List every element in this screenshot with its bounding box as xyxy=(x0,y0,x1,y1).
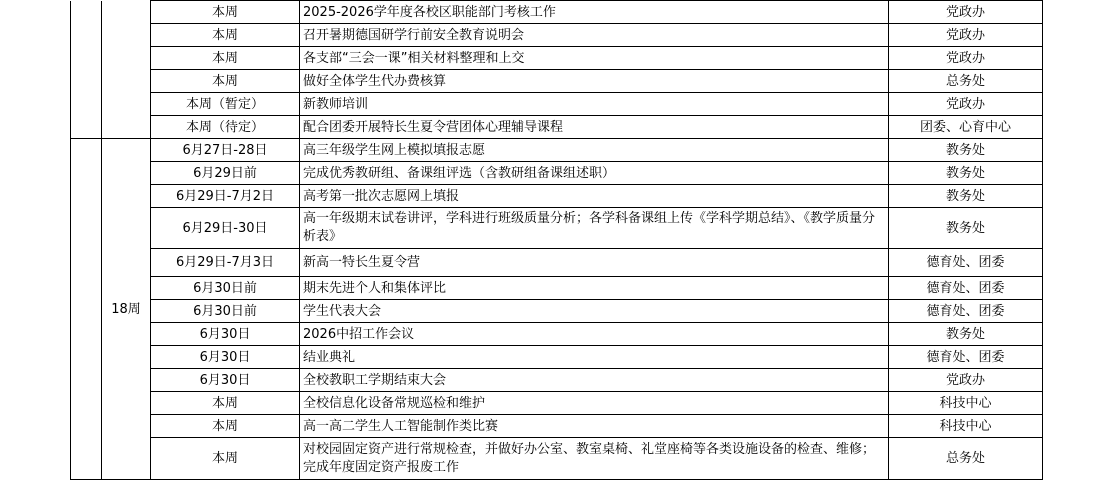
table-row xyxy=(71,116,1043,139)
date-cell: 6月30日 xyxy=(151,323,300,346)
dept-cell: 教务处 xyxy=(889,208,1043,249)
table-row xyxy=(71,277,1043,300)
date-cell: 6月29日-30日 xyxy=(151,208,300,249)
table-row xyxy=(71,139,1043,162)
table-row xyxy=(71,438,1043,480)
table-row xyxy=(71,70,1043,93)
table-row xyxy=(71,346,1043,369)
task-cell: 期末先进个人和集体评比 xyxy=(300,277,889,300)
task-cell: 完成优秀教研组、备课组评选（含教研组备课组述职） xyxy=(300,162,889,185)
left-margin-cell xyxy=(71,1,102,139)
table-row xyxy=(71,93,1043,116)
dept-cell: 德育处、团委 xyxy=(889,346,1043,369)
date-cell: 本周 xyxy=(151,392,300,415)
task-cell: 学生代表大会 xyxy=(300,300,889,323)
date-cell: 6月30日 xyxy=(151,346,300,369)
table-row xyxy=(71,415,1043,438)
task-cell: 结业典礼 xyxy=(300,346,889,369)
date-cell: 本周（暂定） xyxy=(151,93,300,116)
dept-cell: 党政办 xyxy=(889,47,1043,70)
date-cell: 本周 xyxy=(151,1,300,24)
date-cell: 6月30日前 xyxy=(151,300,300,323)
table-row xyxy=(71,369,1043,392)
date-cell: 6月29日前 xyxy=(151,162,300,185)
table-row xyxy=(71,300,1043,323)
task-cell: 召开暑期德国研学行前安全教育说明会 xyxy=(300,24,889,47)
table-row xyxy=(71,24,1043,47)
week-cell-18: 18周 xyxy=(102,139,151,480)
dept-cell: 总务处 xyxy=(889,438,1043,480)
table-row xyxy=(71,392,1043,415)
dept-cell: 教务处 xyxy=(889,162,1043,185)
dept-cell: 德育处、团委 xyxy=(889,277,1043,300)
dept-cell: 党政办 xyxy=(889,24,1043,47)
dept-cell: 科技中心 xyxy=(889,415,1043,438)
task-cell: 高考第一批次志愿网上填报 xyxy=(300,185,889,208)
dept-cell: 德育处、团委 xyxy=(889,249,1043,277)
date-cell: 本周 xyxy=(151,415,300,438)
date-cell: 本周 xyxy=(151,70,300,93)
table-row xyxy=(71,249,1043,277)
left-margin-cell xyxy=(71,139,102,480)
date-cell: 6月30日 xyxy=(151,369,300,392)
task-cell: 高一年级期末试卷讲评，学科进行班级质量分析；各学科备课组上传《学科学期总结》、《教学质量分析表》 xyxy=(300,208,889,249)
task-cell: 新教师培训 xyxy=(300,93,889,116)
date-cell: 本周 xyxy=(151,47,300,70)
date-cell: 6月30日前 xyxy=(151,277,300,300)
dept-cell: 教务处 xyxy=(889,139,1043,162)
task-cell: 对校园固定资产进行常规检查，并做好办公室、教室桌椅、礼堂座椅等各类设施设备的检查、维修；完成年度固定资产报废工作 xyxy=(300,438,889,480)
table-row xyxy=(71,1,1043,24)
date-cell: 6月27日-28日 xyxy=(151,139,300,162)
dept-cell: 科技中心 xyxy=(889,392,1043,415)
date-cell: 本周 xyxy=(151,438,300,480)
task-cell: 全校信息化设备常规巡检和维护 xyxy=(300,392,889,415)
date-cell: 本周（待定） xyxy=(151,116,300,139)
table-row xyxy=(71,47,1043,70)
task-cell: 做好全体学生代办费核算 xyxy=(300,70,889,93)
task-cell: 新高一特长生夏令营 xyxy=(300,249,889,277)
dept-cell: 党政办 xyxy=(889,1,1043,24)
dept-cell: 团委、心育中心 xyxy=(889,116,1043,139)
table-row xyxy=(71,208,1043,249)
date-cell: 6月29日-7月2日 xyxy=(151,185,300,208)
task-cell: 高三年级学生网上模拟填报志愿 xyxy=(300,139,889,162)
date-cell: 6月29日-7月3日 xyxy=(151,249,300,277)
task-cell: 配合团委开展特长生夏令营团体心理辅导课程 xyxy=(300,116,889,139)
task-cell: 2026中招工作会议 xyxy=(300,323,889,346)
dept-cell: 教务处 xyxy=(889,185,1043,208)
date-cell: 本周 xyxy=(151,24,300,47)
task-cell: 高一高二学生人工智能制作类比赛 xyxy=(300,415,889,438)
dept-cell: 党政办 xyxy=(889,369,1043,392)
dept-cell: 教务处 xyxy=(889,323,1043,346)
schedule-table xyxy=(70,0,1043,480)
dept-cell: 德育处、团委 xyxy=(889,300,1043,323)
week-cell-previous xyxy=(102,1,151,139)
dept-cell: 党政办 xyxy=(889,93,1043,116)
task-cell: 全校教职工学期结束大会 xyxy=(300,369,889,392)
table-row xyxy=(71,185,1043,208)
table-row xyxy=(71,162,1043,185)
dept-cell: 总务处 xyxy=(889,70,1043,93)
task-cell: 2025-2026学年度各校区职能部门考核工作 xyxy=(300,1,889,24)
table-row xyxy=(71,323,1043,346)
task-cell: 各支部“三会一课”相关材料整理和上交 xyxy=(300,47,889,70)
